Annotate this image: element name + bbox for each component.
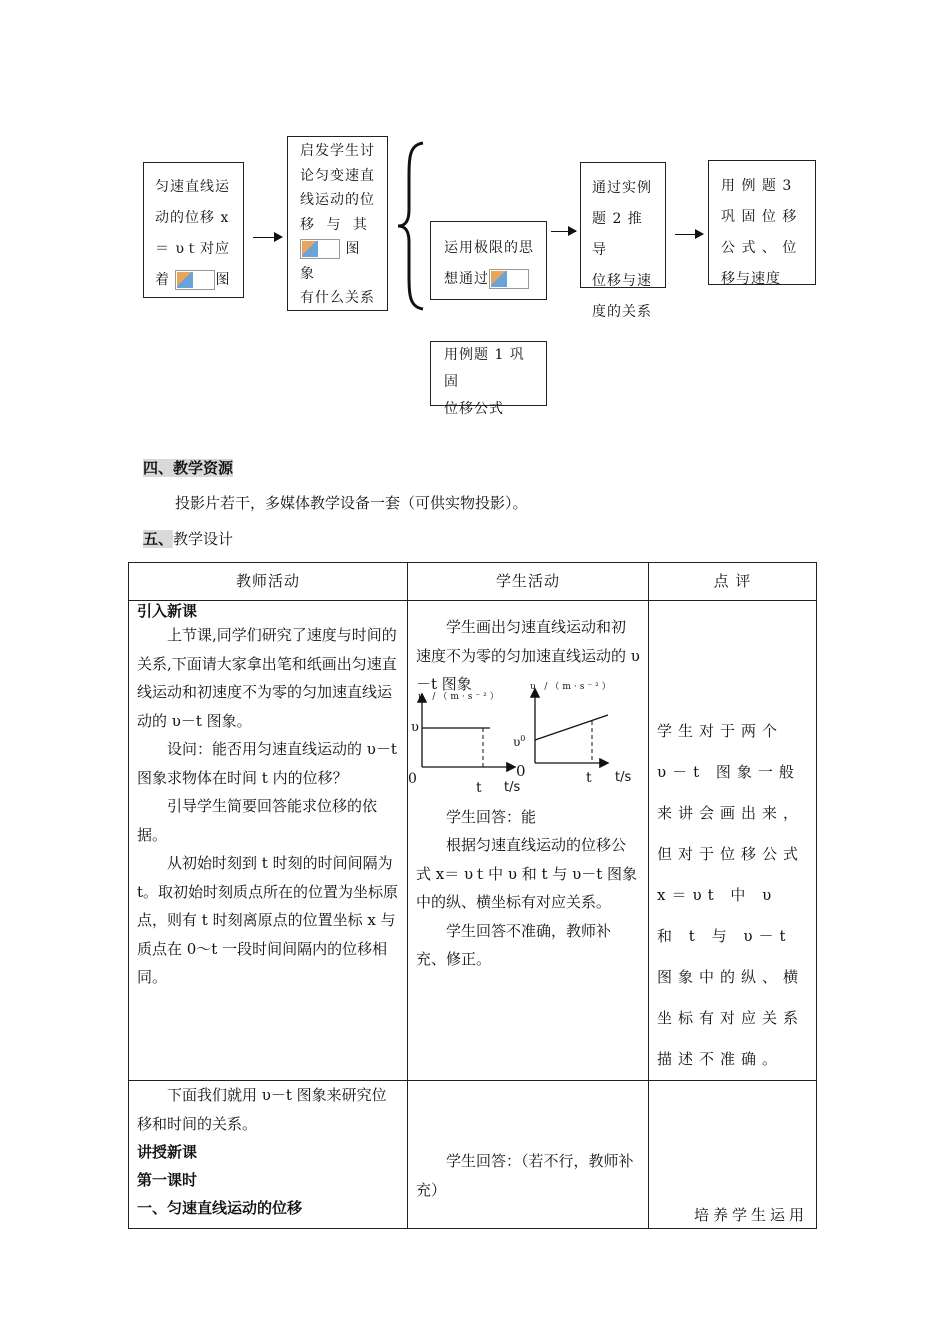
- flow-text: 用例题 1 巩固: [444, 347, 525, 390]
- section-4-text: 投影片若干，多媒体教学设备一套（可供实物投影）。: [175, 494, 528, 512]
- cell-title: 引入新课: [137, 602, 198, 620]
- cell-paragraph: 学生回答：能: [446, 807, 537, 826]
- flow-text: 想通过: [444, 271, 489, 287]
- flow-box-uniform-displacement: [143, 162, 244, 298]
- flow-arrow: [551, 231, 576, 232]
- flow-text: 运用极限的思: [444, 240, 534, 256]
- flow-arrow: [253, 237, 282, 238]
- broken-image-icon: [300, 239, 340, 259]
- flow-box-discussion: [287, 136, 388, 311]
- flow-text: 图 象: [300, 241, 361, 282]
- flow-text: ＝ υｔ对应: [155, 241, 230, 257]
- comment-cell: [649, 1081, 817, 1229]
- cell-paragraph: 下面我们就用 υ－t 图象来研究位移和时间的关系。: [137, 1086, 387, 1133]
- header-student: 学生活动: [408, 563, 649, 601]
- flow-text: 移 与 其: [300, 216, 368, 233]
- g2-yaxis-label: υ /（m·s⁻²）: [530, 681, 614, 692]
- curly-brace: [395, 140, 427, 312]
- section-5-title: 五、教学设计: [143, 530, 234, 548]
- flow-text: 线运动的位: [300, 192, 375, 208]
- g2-y-tick: $\upsilon^0$: [513, 733, 526, 749]
- g1-y-tick: υ: [411, 719, 419, 735]
- cell-title: 一、匀速直线运动的位移: [137, 1199, 303, 1217]
- flow-text: 动的位移 x: [155, 210, 230, 226]
- cell-paragraph: 学生回答：（若不行，教师补充）: [416, 1152, 634, 1199]
- cell-paragraph: 学生对于两个 υ－t 图象一般来讲会画出来，但对于位移公式 x＝υt 中 υ 和 t 与 υ－t 图象中的纵、横坐标有对应关系描述不准确。: [657, 722, 805, 1068]
- broken-image-icon: [489, 269, 529, 289]
- g2-line: [535, 715, 608, 740]
- flow-text: 度的关系: [592, 304, 652, 320]
- graph-x-labels: t t/s t t/s: [476, 769, 632, 796]
- flow-arrow: [675, 234, 703, 235]
- cell-paragraph: 学生回答不准确，教师补充、修正。: [416, 921, 612, 968]
- teacher-cell: [129, 601, 408, 1081]
- student-cell: [408, 601, 649, 1081]
- g1-yaxis-label: υ /（m·s⁻²）: [418, 691, 502, 702]
- cell-paragraph: 上节课,同学们研究了速度与时间的关系,下面请大家拿出笔和纸画出匀速直线运动和初速度不为零的匀加速直线运动的 υ－t 图象。: [137, 626, 397, 730]
- vt-graphs: [408, 681, 644, 789]
- cell-paragraph: 从初始时刻到 t 时刻的时间间隔为 t。取初始时刻质点所在的位置为坐标原点，则有 t 时刻离原点的位置坐标 x 与质点在 0～t 一段时间间隔内的位移相同。: [137, 854, 399, 986]
- flow-box-example1: [430, 341, 547, 417]
- teacher-cell: [129, 1081, 408, 1229]
- g2-origin: 0: [516, 761, 526, 780]
- cell-title: 讲授新课: [137, 1143, 198, 1161]
- comment-cell: [649, 601, 817, 1081]
- flow-box-limit-idea: [430, 221, 547, 300]
- flow-text: 巩 固 位 移: [721, 209, 798, 225]
- broken-image-icon: [175, 270, 215, 290]
- cell-paragraph: 学生画出匀速直线运动和初速度不为零的匀加速直线运动的 υ－t 图象: [416, 618, 640, 693]
- flow-text: 图: [215, 272, 231, 288]
- flow-text: 位移与速: [592, 273, 652, 289]
- student-cell: [408, 1081, 649, 1229]
- flow-text: 用 例 题 3: [721, 178, 793, 194]
- flow-box-example3: [708, 160, 816, 285]
- header-comment: 点 评: [649, 563, 817, 601]
- cell-paragraph: 引导学生简要回答能求位移的依据。: [137, 797, 378, 844]
- flow-text: 通过实例: [592, 180, 652, 196]
- flow-text: 启发学生讨: [300, 143, 375, 159]
- section-4-title: 四、教学资源: [143, 459, 234, 477]
- flow-text: 公 式 、 位: [721, 240, 798, 256]
- flow-box-example2: [580, 162, 666, 320]
- flow-text: 题 2 推导: [592, 211, 643, 258]
- header-teacher: 教师活动: [129, 563, 408, 601]
- flow-text: 匀速直线运: [155, 179, 230, 195]
- teaching-design-table: [128, 562, 817, 1229]
- flow-text: 移与速度: [721, 271, 781, 287]
- cell-title: 第一课时: [137, 1171, 198, 1189]
- flow-text: 位移公式: [444, 401, 504, 417]
- g1-origin: 0: [408, 770, 417, 787]
- flow-text: 着: [155, 272, 170, 288]
- flow-text: 论匀变速直: [300, 167, 375, 184]
- cell-paragraph: 培养学生运用: [693, 1206, 808, 1224]
- flow-text: 有什么关系: [300, 290, 375, 306]
- cell-paragraph: 根据匀速直线运动的位移公式 x＝ υｔ中 υ 和 t 与 υ－t 图象中的纵、横坐标有对应关系。: [416, 836, 638, 911]
- cell-paragraph: 设问：能否用匀速直线运动的 υ－t 图象求物体在时间 t 内的位移？: [137, 740, 397, 787]
